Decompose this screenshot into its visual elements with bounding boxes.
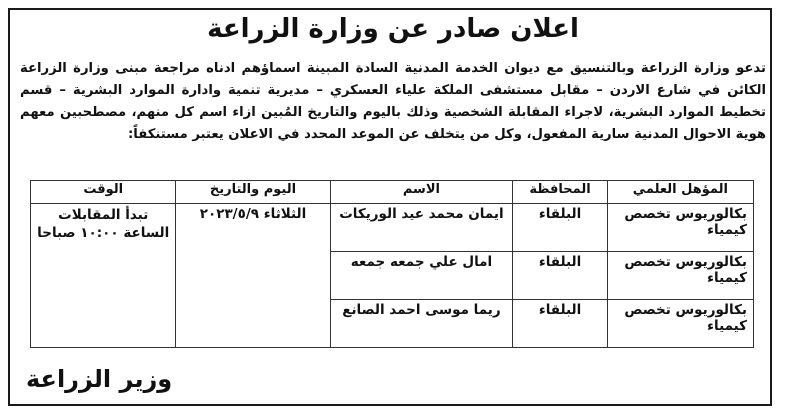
announcement-body: تدعو وزارة الزراعة وبالتنسيق مع ديوان الخدمة المدنية السادة المبينة اسماؤهم ادناه مراجعة مبنى وزارة الزراعة الكائن في شارع الاردن – مقابل مستشفى الملكة علياء العسكري – مديرية تنمية وادارة الموارد البشرية – قسم تخطيط الموارد البشرية، لاجراء المقابلة الشخصية وذلك باليوم والتاريخ المُبين ازاء اسم كل منهم، مصطحبين معهم هوية الاحوال المدنية سارية المفعول، وكل من يتخلف عن الموعد المحدد في الاعلان يعتبر مستنكفاً:	[20, 61, 766, 142]
cell-name: ريما موسى احمد الصانع	[330, 300, 513, 348]
cell-name: امال علي جمعه جمعه	[330, 252, 513, 300]
header-governorate: المحافظة	[513, 181, 607, 204]
signature-minister: وزير الزراعة	[26, 365, 173, 393]
interview-schedule-table	[30, 180, 754, 348]
cell-qualification: بكالوريوس تخصص كيمياء	[607, 300, 753, 348]
table-row	[31, 204, 754, 252]
cell-day-date: الثلاثاء ٢٠٢٣/٥/٩	[176, 204, 330, 348]
header-qualification: المؤهل العلمي	[607, 181, 753, 204]
cell-governorate: البلقاء	[513, 204, 607, 252]
cell-qualification: بكالوريوس تخصص كيمياء	[607, 204, 753, 252]
cell-qualification: بكالوريوس تخصص كيمياء	[607, 252, 753, 300]
table-header-row	[31, 181, 754, 204]
announcement-title: اعلان صادر عن وزارة الزراعة	[207, 14, 579, 44]
header-name: الاسم	[330, 181, 513, 204]
header-day-date: اليوم والتاريخ	[176, 181, 330, 204]
cell-time: تبدأ المقابلات الساعة ١٠:٠٠ صباحا	[31, 204, 176, 348]
header-time: الوقت	[31, 181, 176, 204]
cell-name: ايمان محمد عيد الوريكات	[330, 204, 513, 252]
cell-governorate: البلقاء	[513, 300, 607, 348]
cell-governorate: البلقاء	[513, 252, 607, 300]
